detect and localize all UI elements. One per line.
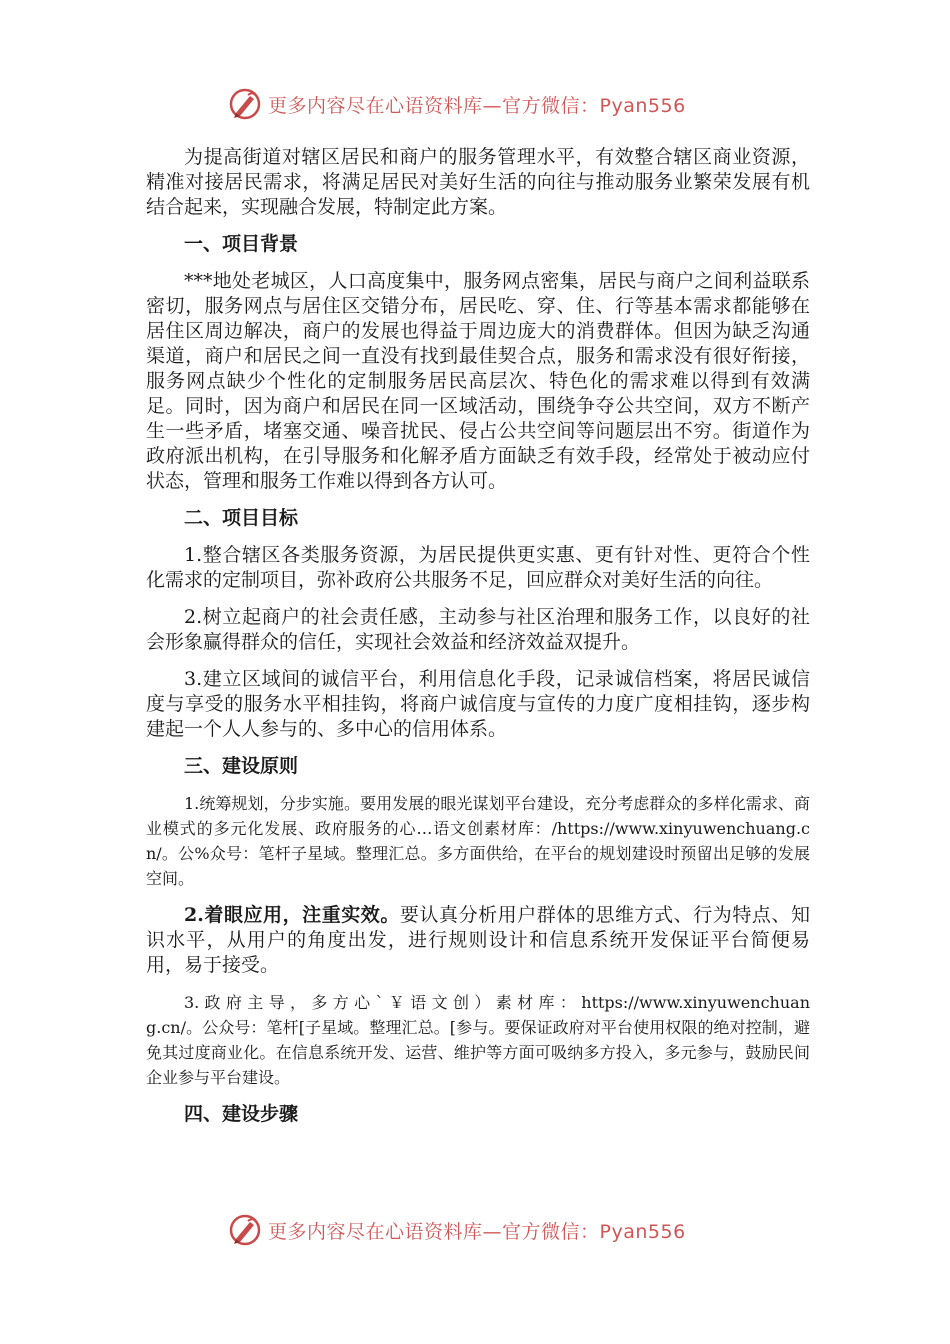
section-heading-steps: 四、建设步骤	[184, 1103, 299, 1125]
watermark-text: 更多内容尽在心语资料库—官方微信：Pyan556	[268, 94, 686, 117]
principle-2-lead: 2.着眼应用，注重实效。	[184, 904, 400, 926]
goal-item-1: 1.整合辖区各类服务资源，为居民提供更实惠、更有针对性、更符合个性化需求的定制项目，弥补政府公共服务不足，回应群众对美好生活的向往。	[146, 544, 810, 591]
intro-paragraph: 为提高街道对辖区居民和商户的服务管理水平，有效整合辖区商业资源，精准对接居民需求，将满足居民对美好生活的向往与推动服务业繁荣发展有机结合起来，实现融合发展，特制定此方案。	[146, 146, 810, 218]
pen-logo-icon	[228, 1213, 262, 1247]
background-paragraph: ***地处老城区，人口高度集中，服务网点密集，居民与商户之间利益联系密切，服务网点与居住区交错分布，居民吃、穿、住、行等基本需求都能够在居住区周边解决，商户的发展也得益于周边庞大的消费群体。但因为缺乏沟通渠道，商户和居民之间一直没有找到最佳契合点，服务和需求没有很好衔接，服务网点缺少个性化的定制服务居民高层次、特色化的需求难以得到有效满足。同时，因为商户和居民在同一区域活动，围绕争夺公共空间，双方不断产生一些矛盾，堵塞交通、噪音扰民、侵占公共空间等问题层出不穷。街道作为政府派出机构，在引导服务和化解矛盾方面缺乏有效手段，经常处于被动应付状态，管理和服务工作难以得到各方认可。	[146, 270, 810, 492]
section-heading-background: 一、项目背景	[184, 233, 299, 255]
document-body	[146, 145, 810, 1139]
principle-item-3: 3. 政 府 主 导 ， 多 方 心 ` ￥ 语 文 创 ） 素 材 库 ： https://www.xinyuwenchuang.cn/。公众号：笔杆[子星域。整理汇总。[参与。要保证政府对平台使用权限的绝对控制，避免其过度商业化。在信息系统开发、运营、维护等方面可吸纳多方投入，多元参与，鼓励民间企业参与平台建设。	[146, 993, 810, 1087]
principle-2-body: 要认真分析用户群体的思维方式、行为特点、知识水平，从用户的角度出发，进行规则设计和信息系统开发保证平台简便易用，易于接受。	[146, 904, 810, 976]
pen-logo-icon	[228, 87, 262, 121]
goal-item-3: 3.建立区域间的诚信平台，利用信息化手段，记录诚信档案，将居民诚信度与享受的服务水平相挂钩，将商户诚信度与宣传的力度广度相挂钩，逐步构建起一个人人参与的、多中心的信用体系。	[146, 668, 810, 740]
section-heading-goals: 二、项目目标	[184, 507, 299, 529]
section-heading-principles: 三、建设原则	[184, 755, 299, 777]
watermark-footer	[228, 1210, 686, 1250]
watermark-header	[228, 84, 686, 124]
watermark-text: 更多内容尽在心语资料库—官方微信：Pyan556	[268, 1220, 686, 1243]
principle-item-1: 1.统筹规划，分步实施。要用发展的眼光谋划平台建设，充分考虑群众的多样化需求、商业模式的多元化发展、政府服务的心…语文创素材库：/https://www.xinyuwenchuang.cn/。公%众号：笔杆子星域。整理汇总。多方面供给，在平台的规划建设时预留出足够的发展空间。	[146, 794, 810, 888]
principle-item-2	[146, 903, 810, 978]
goal-item-2: 2.树立起商户的社会责任感，主动参与社区治理和服务工作，以良好的社会形象赢得群众的信任，实现社会效益和经济效益双提升。	[146, 606, 810, 653]
